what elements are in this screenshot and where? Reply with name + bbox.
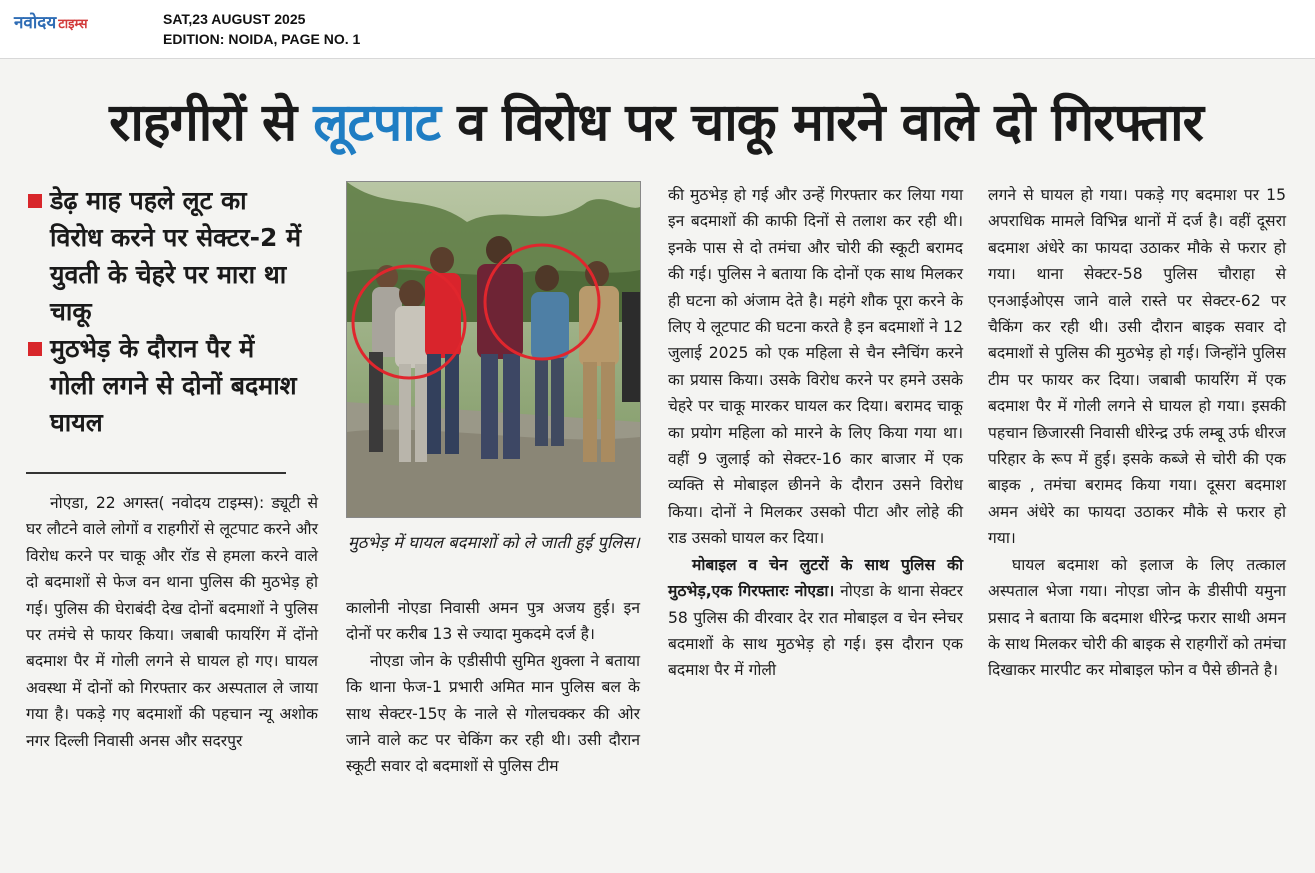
paragraph <box>668 552 963 684</box>
paragraph: कालोनी नोएडा निवासी अमन पुत्र अजय हुई। इन दोनों पर करीब 13 से ज्यादा मुकदमे दर्ज है। <box>346 599 640 644</box>
subhead-item <box>28 330 303 441</box>
subhead-text: मुठभेड़ के दौरान पैर में गोली लगने से दोनों बदमाश घायल <box>50 334 297 437</box>
photo-illustration <box>347 182 640 517</box>
article-column-4 <box>988 182 1286 684</box>
logo-small-text: टाइम्स <box>58 17 88 32</box>
paragraph: लगने से घायल हो गया। पकड़े गए बदमाश पर 15 अपराधिक मामले विभिन्न थानों में दर्ज है। वहीं दूसरा बदमाश अंधेरे का फायदा उठाकर मौके से फरार हो गया। थाना सेक्टर-58 पुलिस चौराहा से एनआईओएस जाने वाले रास्ते पर सेक्टर-62 पर चैकिंग कर रही थी। उसी दौरान बाइक सवार दो बदमाशों से पुलिस की मुठभेड़ हो गई। जिन्होंने पुलिस टीम पर फायर कर दिया। जबाबी फायरिंग में एक बदमाश पैर में गोली लगने से घायल हो गया। इसकी पहचान छिजारसी निवासी धीरेन्द्र उर्फ लम्बू उर्फ धीरज परिहार के रूप में हुई। इसके कब्जे से चोरी की एक बाइक , तमंचा बरामद किया गया। दूसरा बदमाश अमन अंधेरे का फायदा उठाकर मौके से फरार हो गया। <box>988 186 1286 548</box>
paragraph-text: नोएडा के थाना सेक्टर 58 पुलिस की वीरवार देर रात मोबाइल व चेन स्नेचर बदमाशों के साथ मुठभेड़ हो गई। इस दौरान एक बदमाश पैर में गोली <box>668 582 963 680</box>
issue-date: SAT,23 AUGUST 2025 <box>163 11 306 27</box>
article-column-1 <box>26 490 318 754</box>
paragraph: नोएडा जोन के एडीसीपी सुमित शुक्ला ने बताया कि थाना फेज-1 प्रभारी अमित मान पुलिस बल के साथ सेक्टर-15ए के नाले से गोलचक्कर की ओर जाने वाले कट पर चेकिंग कर रही थी। उसी दौरान स्कूटी सवार दो बदमाशों से पुलिस टीम <box>346 651 640 776</box>
photo-caption: मुठभेड़ में घायल बदमाशों को ले जाती हुई पुलिस। <box>348 533 640 552</box>
article-headline <box>16 88 1296 158</box>
logo-main-text: नवोदय <box>14 13 57 33</box>
paragraph: घायल बदमाश को इलाज के लिए तत्काल अस्पताल भेजा गया। नोएडा जोन के डीसीपी यमुना प्रसाद ने बताया कि बदमाश धीरेन्द्र फरार साथी अमन के साथ मिलकर चोरी की बाइक से राहगीरों को तमंचा दिखाकर मारपीट कर मोबाइल फोन व पैसे छीनते है। <box>988 555 1286 680</box>
article-column-2 <box>346 595 640 780</box>
subhead-item <box>28 182 303 330</box>
edition-meta <box>163 9 360 49</box>
dateline: नोएडा, 22 अगस्त( नवोदय टाइम्स): <box>50 494 265 512</box>
divider <box>26 472 286 474</box>
paragraph-text: ड्यूटी से घर लौटने वाले लोगों व राहगीरों से लूटपाट करने और विरोध करने पर चाकू और रॉड से हमला करने वाले दो बदमाशों से फेज वन थाना पुलिस की मुठभेड़ हो गई। पुलिस की घेराबंदी देख दोनों बदमाशों ने पुलिस पर तमंचे से फायर किया। जबाबी फायरिंग में दोंनो बदमाश पैर में गोली लगने से घायल हो गए। घायल अवस्था में दोनों को गिरफ्तार कर अस्पताल ले जाया गया है। पकड़े गए बदमाशों की पहचान न्यू अशोक नगर दिल्ली निवासी अनस और सदरपुर <box>26 494 318 750</box>
headline-part2: व विरोध पर चाकू मारने वाले दो गिरफ्तार <box>457 93 1203 153</box>
subhead-text: डेढ़ माह पहले लूट का विरोध करने पर सेक्टर-2 में युवती के चेहरे पर मारा था चाकू <box>50 186 302 326</box>
headline-part1: राहगीरों से <box>109 93 297 153</box>
subheads <box>28 182 303 441</box>
paragraph <box>26 490 318 754</box>
inline-subhead: मोबाइल व चेन लुटरों के साथ पुलिस की मुठभेड़,एक गिरफ्तारः नोएडा। <box>668 555 963 601</box>
masthead-bar <box>0 0 1315 59</box>
paragraph: की मुठभेड़ हो गई और उन्हें गिरफ्तार कर लिया गया इन बदमाशों की काफी दिनों से तलाश कर रही थी। इनके पास से दो तमंचा और चोरी की स्कूटी बरामद की गई। पुलिस ने बताया कि दोनों एक साथ मिलकर ही घटना को अंजाम देते है। महंगे शौक पूरा करने के लिए ये लूटपाट की घटना करते है इन बदमाशों ने 12 जुलाई 2025 को एक महिला से चैन स्नैचिंग करने का प्रयास किया। उसके विरोध करने पर हमने उसके चेहरे पर चाकू मारकर घायल कर दिया। बरामद चाकू का प्रयोग महिला को मारने के लिए किया गया था। वहीं 9 जुलाई को सेक्टर-16 कार बाजार में एक व्यक्ति से मोबाइल छीनने के दौरान उसने विरोध किया। दोनों ने मिलकर उसको पीटा और लोहे की राड उसको घायल कर दिया। <box>668 186 963 548</box>
article-column-3 <box>668 182 963 684</box>
square-bullet-icon <box>28 342 42 356</box>
news-photo[interactable] <box>346 181 641 518</box>
newspaper-logo[interactable] <box>14 10 88 33</box>
edition-info: EDITION: NOIDA, PAGE NO. 1 <box>163 31 361 47</box>
square-bullet-icon <box>28 194 42 208</box>
headline-highlight: लूटपाट <box>313 93 440 153</box>
